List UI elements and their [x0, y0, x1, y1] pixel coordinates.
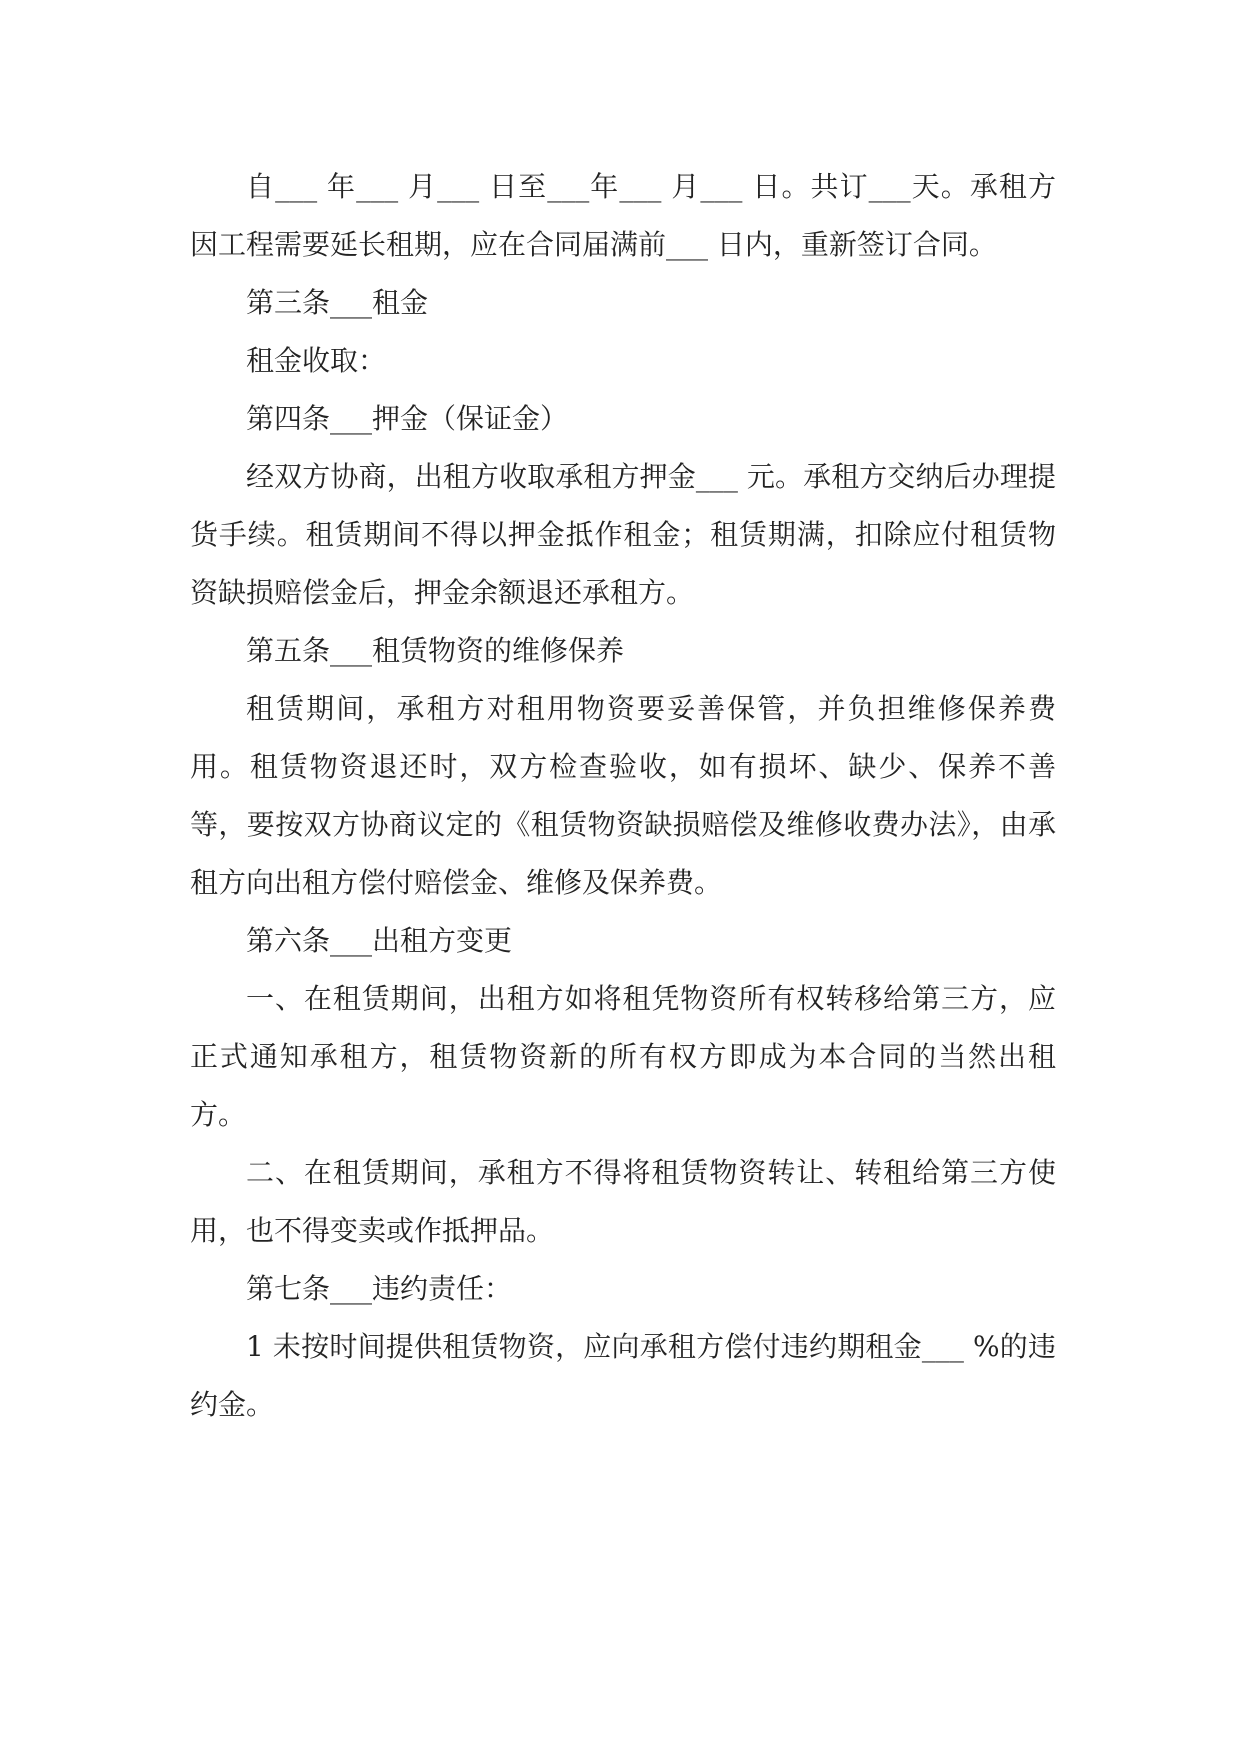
- article-4-heading: 第四条___押金（保证金）: [246, 402, 569, 435]
- article-5-heading: 第五条___租赁物资的维修保养: [246, 634, 625, 667]
- article-6-heading: 第六条___出租方变更: [246, 924, 513, 957]
- article-7-heading: 第七条___违约责任：: [246, 1272, 513, 1305]
- rent-collection-paragraph: 租金收取：: [246, 344, 387, 377]
- term-paragraph: 自___ 年___ 月___ 日至___年___ 月___ 日。共订___天。承租方因工程需要延长租期，应在合同届满前___ 日内，重新签订合同。: [190, 170, 1056, 261]
- maintenance-paragraph: 租赁期间，承租方对租用物资要妥善保管，并负担维修保养费用。租赁物资退还时，双方检查验收，如有损坏、缺少、保养不善等，要按双方协商议定的《租赁物资缺损赔偿及维修收费办法》，由承租方向出租方偿付赔偿金、维修及保养费。: [190, 692, 1056, 899]
- breach-paragraph-1: 1 未按时间提供租赁物资，应向承租方偿付违约期租金___ %的违约金。: [190, 1330, 1056, 1421]
- lessor-change-paragraph-2: 二、在租赁期间，承租方不得将租赁物资转让、转租给第三方使用，也不得变卖或作抵押品。: [190, 1156, 1056, 1247]
- article-3-heading: 第三条___租金: [246, 286, 429, 319]
- lessor-change-paragraph-1: 一、在租赁期间，出租方如将租凭物资所有权转移给第三方，应正式通知承租方，租赁物资新的所有权方即成为本合同的当然出租方。: [190, 982, 1056, 1131]
- document-page: [190, 158, 1056, 1434]
- deposit-paragraph: 经双方协商，出租方收取承租方押金___ 元。承租方交纳后办理提货手续。租赁期间不得以押金抵作租金；租赁期满，扣除应付租赁物资缺损赔偿金后，押金余额退还承租方。: [190, 460, 1056, 609]
